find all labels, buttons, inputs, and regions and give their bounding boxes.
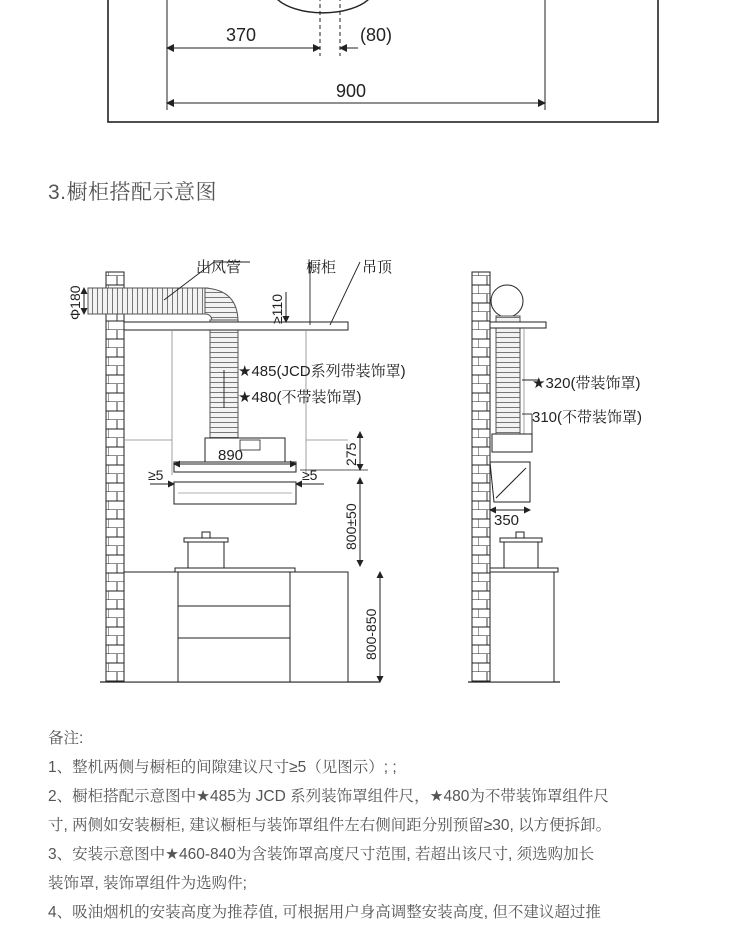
side-hood-body — [490, 462, 530, 502]
hood-outline — [108, 0, 658, 122]
notes-heading: 备注: — [48, 730, 84, 747]
brick-wall — [106, 272, 124, 682]
dim-800-50: 800±50 — [343, 503, 359, 550]
dim-ge5-right: ≥5 — [302, 467, 318, 483]
side-hood-motor — [492, 434, 532, 452]
notes — [48, 724, 708, 927]
note-line: 3、安装示意图中★460-840为含装饰罩高度尺寸范围, 若超出该尺寸, 须选购加长 — [48, 846, 595, 863]
side-brick-wall — [472, 272, 490, 682]
section-title: 3.橱柜搭配示意图 — [48, 181, 218, 204]
dim-80: (80) — [360, 25, 393, 45]
dim-275: 275 — [343, 442, 359, 466]
dim-350: 350 — [494, 512, 520, 529]
side-pot — [504, 540, 538, 568]
note-line: 寸, 两侧如安装橱柜, 建议橱柜与装饰罩组件左右侧间距分别预留≥30, 以方便拆卸。 — [48, 817, 612, 834]
side-duct — [496, 316, 520, 434]
dim-ge5-left: ≥5 — [148, 467, 164, 483]
dim-480: ★480(不带装饰罩) — [238, 389, 362, 406]
dim-890: 890 — [218, 447, 244, 464]
base-cabinet — [124, 572, 348, 682]
note-line: 1、整机两侧与橱柜的间隙建议尺寸≥5（见图示）; ; — [48, 759, 397, 776]
dim-310: 310(不带装饰罩) — [532, 409, 643, 426]
dim-485: ★485(JCD系列带装饰罩) — [238, 363, 406, 380]
label-duct: 出风管 — [196, 259, 242, 276]
side-base-cabinet — [490, 572, 554, 682]
note-line: 装饰罩, 装饰罩组件为选购件; — [48, 875, 247, 892]
label-ceiling: 吊顶 — [362, 259, 393, 276]
dim-320: ★320(带装饰罩) — [532, 375, 641, 392]
note-line: 4、吸油烟机的安装高度为推荐值, 可根据用户身高调整安装高度, 但不建议超过推 — [48, 904, 601, 921]
cabinet-top — [124, 322, 348, 330]
outlet-circle — [276, 0, 370, 13]
side-duct-circle — [491, 285, 523, 317]
top-dimension-diagram — [0, 0, 750, 140]
label-cabinet: 橱柜 — [306, 259, 337, 276]
dim-900: 900 — [336, 81, 367, 101]
cooktop — [175, 568, 295, 572]
front-view-diagram — [0, 240, 420, 700]
dim-370: 370 — [226, 25, 257, 45]
duct-horizontal — [88, 288, 208, 314]
side-view-diagram — [460, 240, 720, 700]
dim-800-850: 800-850 — [363, 608, 379, 660]
dim-ge110: ≥110 — [269, 293, 285, 324]
pot — [188, 540, 224, 568]
dim-phi180: Φ180 — [67, 285, 83, 320]
note-line: 2、橱柜搭配示意图中★485为 JCD 系列装饰罩组件尺，★480为不带装饰罩组件尺 — [48, 788, 609, 805]
